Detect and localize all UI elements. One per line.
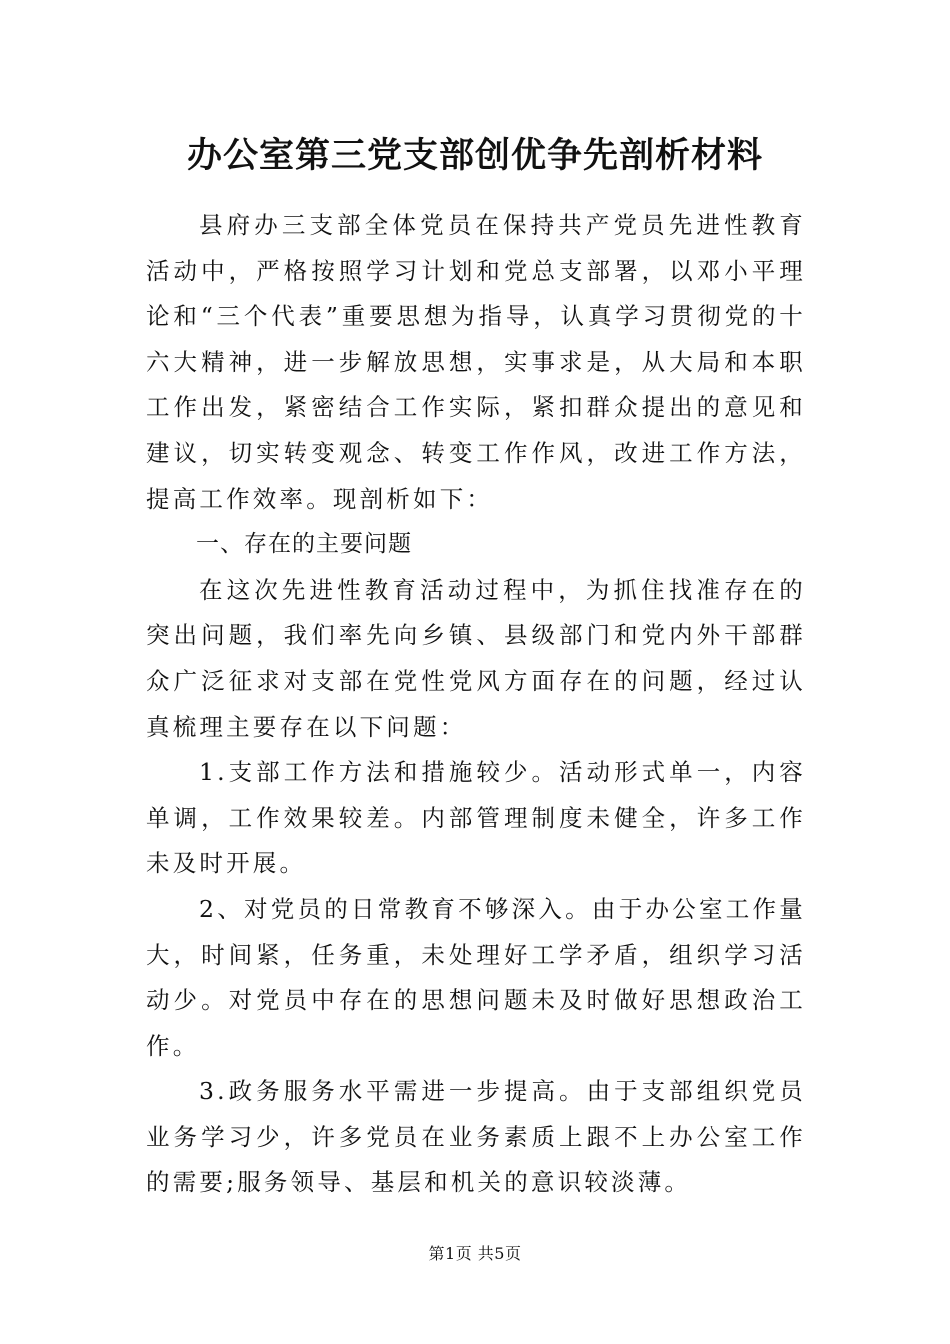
- problem-item-1: 1.支部工作方法和措施较少。活动形式单一，内容单调，工作效果较差。内部管理制度未健全，许多工作未及时开展。: [146, 758, 806, 878]
- intro-paragraph: 县府办三支部全体党员在保持共产党员先进性教育活动中，严格按照学习计划和党总支部署，以邓小平理论和“三个代表”重要思想为指导，认真学习贯彻党的十六大精神，进一步解放思想，实事求是，从大局和本职工作出发，紧密结合工作实际，紧扣群众提出的意见和建议，切实转变观念、转变工作作风，改进工作方法，提高工作效率。现剖析如下：: [146, 211, 806, 513]
- page-number-footer: 第1页 共5页: [428, 1244, 522, 1263]
- section-intro-paragraph: 在这次先进性教育活动过程中，为抓住找准存在的突出问题，我们率先向乡镇、县级部门和党内外干部群众广泛征求对支部在党性党风方面存在的问题，经过认真梳理主要存在以下问题：: [146, 575, 806, 741]
- document-title: 办公室第三党支部创优争先剖析材料: [186, 136, 763, 176]
- problem-item-3: 3.政务服务水平需进一步提高。由于支部组织党员业务学习少，许多党员在业务素质上跟不上办公室工作的需要;服务领导、基层和机关的意识较淡薄。: [146, 1077, 806, 1197]
- document-body: [146, 203, 806, 1206]
- problem-item-2: 2、对党员的日常教育不够深入。由于办公室工作量大，时间紧，任务重，未处理好工学矛盾，组织学习活动少。对党员中存在的思想问题未及时做好思想政治工作。: [146, 894, 806, 1060]
- section-heading: 一、存在的主要问题: [196, 531, 412, 558]
